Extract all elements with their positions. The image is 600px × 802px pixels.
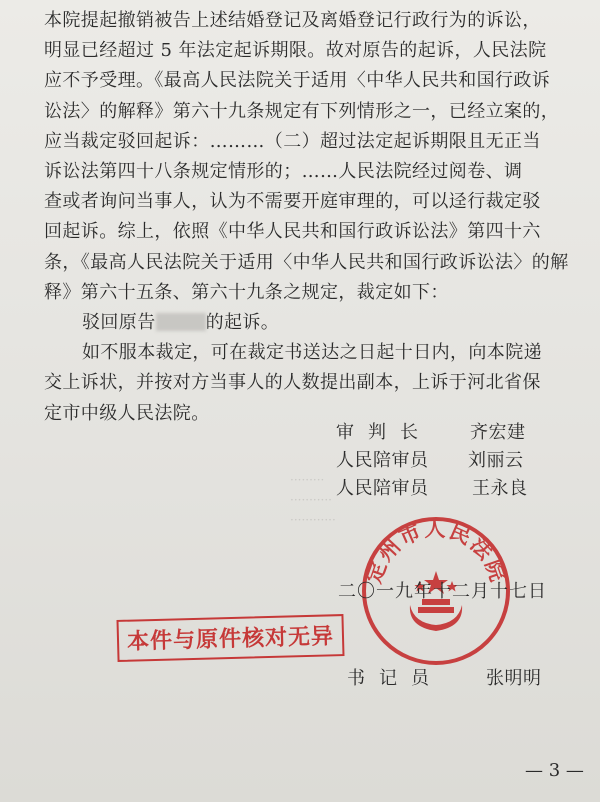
text-line: 回起诉。综上，依照《中华人民共和国行政诉讼法》第四十六 (44, 221, 541, 243)
redacted-name (156, 313, 206, 331)
text-line: 诉讼法第四十八条规定情形的；……人民法院经过阅卷、调 (44, 161, 523, 183)
text-line: 查或者询问当事人，认为不需要开庭审理的，可以迳行裁定驳 (44, 191, 541, 213)
bleed-through-text: ········· ··········· ············ (290, 473, 336, 527)
presiding-judge-role: 审判长 (336, 422, 432, 443)
juror2-role: 人民陪审员 (336, 478, 429, 499)
ruling-suffix: 的起诉。 (205, 312, 280, 334)
ruling-date: 二〇一九年十二月十七日 (338, 581, 547, 602)
appeal-line: 交上诉状，并按对方当事人的人数提出副本，上诉于河北省保 (44, 372, 541, 394)
certified-copy-stamp: 本件与原件核对无异 (116, 614, 344, 662)
ruling-body (44, 6, 569, 429)
page-number: — 3 — (525, 760, 584, 781)
appeal-line: 定市中级人民法院。 (44, 402, 210, 424)
text-line: 明显已经超过 5 年法定起诉期限。故对原告的起诉，人民法院 (44, 40, 547, 62)
presiding-judge-name: 齐宏建 (470, 422, 526, 443)
appeal-line: 如不服本裁定，可在裁定书送达之日起十日内，向本院递 (82, 342, 542, 364)
juror2-name: 王永良 (472, 478, 528, 499)
clerk-role: 书记员 (347, 668, 443, 689)
text-line: 本院提起撤销被告上述结婚登记及离婚登记行政行为的诉讼， (44, 10, 541, 31)
ruling-prefix: 驳回原告 (82, 312, 156, 334)
clerk-name: 张明明 (486, 668, 542, 689)
text-line: 应当裁定驳回起诉：………（二）超过法定起诉期限且无正当 (44, 130, 541, 152)
text-line: 讼法〉的解释》第六十九条规定有下列情形之一，已经立案的， (44, 100, 560, 122)
text-line: 条，《最高人民法院关于适用〈中华人民共和国行政诉讼法〉的解 (44, 251, 569, 273)
ruling-line (44, 308, 564, 338)
juror1-name: 刘丽云 (468, 450, 524, 471)
seal-text: 定州市人民法院 (361, 517, 511, 587)
juror1-role: 人民陪审员 (336, 450, 429, 471)
text-line: 应不予受理。《最高人民法院关于适用〈中华人民共和国行政诉 (44, 70, 551, 92)
text-line: 释》第六十五条、第六十九条之规定，裁定如下： (44, 281, 449, 303)
